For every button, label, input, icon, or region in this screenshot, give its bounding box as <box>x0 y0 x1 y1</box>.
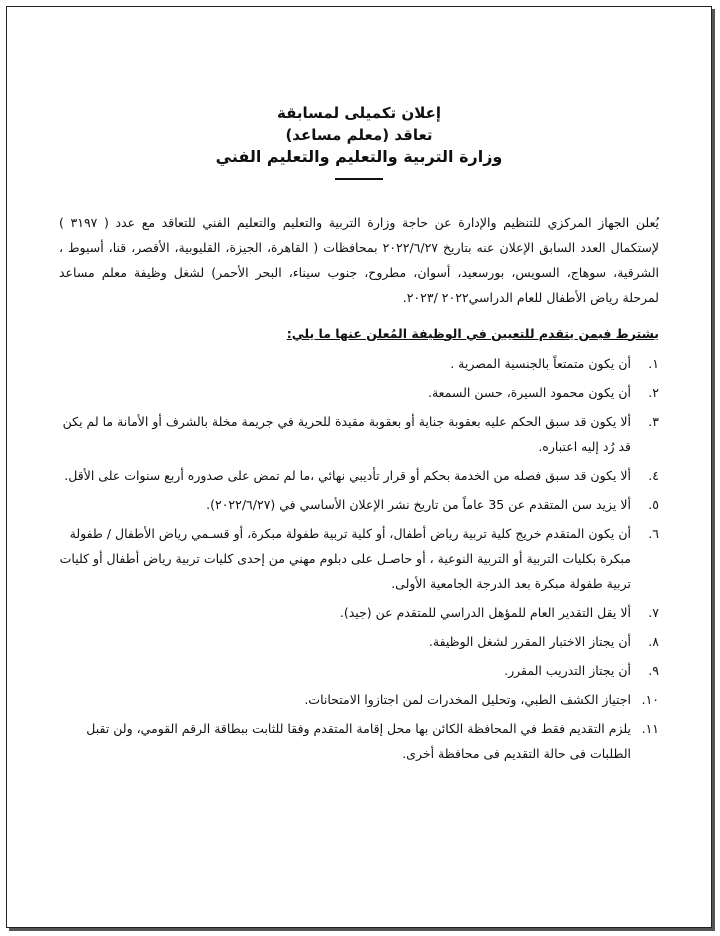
condition-text: أن يكون المتقدم خريج كلية تربية رياض أطفال، أو كلية تربية طفولة مبكرة، أو قسـمي رياض الأطفال / طفولة مبكرة بكليات التربية أو التربية النوعية ، أو حاصـل على دبلوم مهني من إحدى كليات تربية رياض أطفال أو كليات تربية طفولة مبكرة بعد الدرجة الجامعية الأولى. <box>59 525 631 591</box>
condition-item <box>59 463 659 488</box>
condition-number: ١١. <box>641 720 659 736</box>
condition-number: ٥. <box>648 496 659 512</box>
condition-number: ٧. <box>648 604 659 620</box>
condition-item <box>59 351 659 376</box>
condition-text: ألا يكون قد سبق الحكم عليه بعقوبة جناية أو بعقوبة مقيدة للحرية في جريمة مخلة بالشرف أو الأمانة ما لم يكن قد رُد إليه اعتباره. <box>62 413 631 454</box>
document-page <box>6 6 712 928</box>
condition-text: أن يكون محمود السيرة، حسن السمعة. <box>428 384 631 400</box>
title-line-1: إعلان تكميلى لمسابقة <box>277 104 441 122</box>
condition-item <box>59 629 659 654</box>
title-underline-rule <box>335 178 383 180</box>
condition-text: ألا يكون قد سبق فصله من الخدمة بحكم أو قرار تأديبي نهائي ،ما لم تمض على صدوره أربع سنوات على الأقل. <box>64 467 631 483</box>
title-line-3: وزارة التربية والتعليم والتعليم الفني <box>215 147 503 166</box>
condition-number: ١. <box>648 355 659 371</box>
condition-number: ٦. <box>648 525 659 541</box>
condition-text: أن يجتاز الاختبار المقرر لشغل الوظيفة. <box>428 633 631 649</box>
condition-text: أن يجتاز التدريب المقرر. <box>504 662 631 678</box>
condition-item <box>59 409 659 459</box>
condition-item <box>59 687 659 712</box>
condition-number: ٣. <box>648 413 659 429</box>
condition-number: ٢. <box>648 384 659 400</box>
condition-text: اجتياز الكشف الطبي، وتحليل المخدرات لمن اجتازوا الامتحانات. <box>304 691 631 707</box>
condition-text: يلزم التقديم فقط في المحافظة الكائن بها محل إقامة المتقدم وفقا للثابت ببطاقة الرقم القومي، ولن تقبل الطلبات فى حالة التقديم فى محافظة أخرى. <box>86 720 631 761</box>
title-line-2: تعاقد (معلم مساعد) <box>285 126 433 144</box>
intro-paragraph: يُعلن الجهاز المركزي للتنظيم والإدارة عن حاجة وزارة التربية والتعليم والتعليم الفني للتعاقد مع عدد ( ٣١٩٧ ) لإستكمال العدد السابق الإعلان عنه بتاريخ ٢٠٢٢/٦/٢٧ بمحافظات ( القاهرة، الجيزة، القليوبية، الأقصر، قنا، أسيوط ، الشرقية، سوهاج، السويس، بورسعيد، أسوان، مطروح، جنوب سيناء، البحر الأحمر) لشغل وظيفة معلم مساعد لمرحلة رياض الأطفال للعام الدراسي٢٠٢٢ /٢٠٢٣. <box>59 215 660 305</box>
condition-item <box>59 521 659 596</box>
conditions-list <box>59 351 659 766</box>
condition-text: أن يكون متمتعاً بالجنسية المصرية . <box>450 355 631 371</box>
condition-item <box>59 492 659 517</box>
conditions-heading: يشترط فيمن يتقدم للتعيين في الوظيفة المُعلن عنها ما يلي: <box>286 325 659 341</box>
document-content <box>59 102 659 770</box>
title-block <box>59 102 659 180</box>
condition-item <box>59 600 659 625</box>
condition-number: ٤. <box>648 467 659 483</box>
condition-number: ٩. <box>648 662 659 678</box>
condition-number: ١٠. <box>641 691 659 707</box>
condition-item <box>59 716 659 766</box>
condition-item <box>59 658 659 683</box>
condition-number: ٨. <box>648 633 659 649</box>
condition-text: ألا يقل التقدير العام للمؤهل الدراسي للمتقدم عن (جيد). <box>339 604 631 620</box>
condition-text: ألا يزيد سن المتقدم عن 35 عاماً من تاريخ نشر الإعلان الأساسي في (٢٠٢٢/٦/٢٧). <box>206 496 631 512</box>
condition-item <box>59 380 659 405</box>
